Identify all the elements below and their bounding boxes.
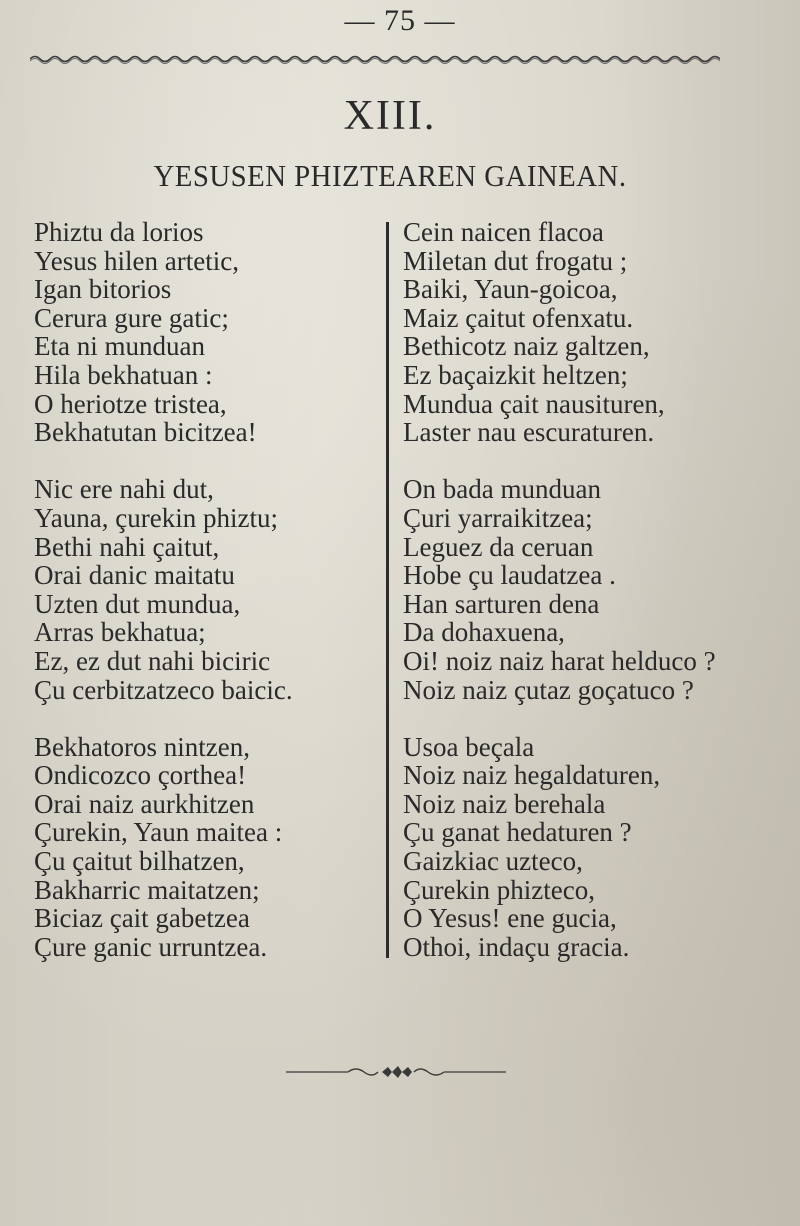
verse-line: O heriotze tristea, [34, 388, 227, 419]
verse-line: Bekhatutan bicitzea! [34, 417, 257, 448]
chapter-number: XIII. [343, 93, 437, 139]
verse-line: Bethi nahi çaitut, [34, 531, 220, 562]
verse-line: Orai naiz aurkhitzen [34, 788, 255, 819]
verse-line: Da dohaxuena, [403, 617, 565, 648]
verse-line: Bakharric maitatzen; [34, 874, 260, 905]
verse-line: O Yesus! ene gucia, [403, 903, 617, 934]
verse-line: Oi! noiz naiz harat helduco ? [403, 645, 716, 676]
verse-line: Çurekin phizteco, [403, 874, 595, 905]
fleuron-ornament-icon [286, 1062, 506, 1082]
verse-line: Leguez da ceruan [403, 531, 594, 562]
verse-line: Ondicozco çorthea! [34, 760, 247, 791]
verse-line: Eta ni munduan [34, 331, 205, 362]
verse-line: Han sarturen dena [403, 588, 600, 619]
verse-line: Çu ganat hedaturen ? [403, 817, 632, 848]
verse-line: Yesus hilen artetic, [34, 245, 239, 276]
verse-line: Mundua çait nausituren, [403, 388, 665, 419]
verse-line: Çu cerbitzatzeco baicic. [34, 674, 293, 705]
verse-line: Çurekin, Yaun maitea : [34, 817, 283, 848]
verse-line: Othoi, indaçu gracia. [403, 931, 630, 962]
verse-line: Çu çaitut bilhatzen, [34, 846, 245, 877]
verse-line: Gaizkiac uzteco, [403, 846, 583, 877]
verse-line: Bekhatoros nintzen, [34, 731, 250, 762]
stanza [403, 218, 716, 447]
verse-line: On bada munduan [403, 474, 601, 505]
verse-line: Laster nau escuraturen. [403, 417, 655, 448]
verse-line: Hobe çu laudatzea . [403, 560, 616, 591]
verse-line: Ez baçaizkit heltzen; [403, 359, 628, 390]
wavy-rule-icon [30, 52, 720, 66]
stanza [34, 218, 293, 447]
verse-line: Uzten dut mundua, [34, 588, 241, 619]
verse-line: Cein naicen flacoa [403, 217, 604, 247]
verse-line: Bethicotz naiz galtzen, [403, 331, 650, 362]
verse-line: Ez, ez dut nahi biciric [34, 645, 271, 676]
verse-line: Baiki, Yaun-goicoa, [403, 274, 618, 305]
verse-line: Igan bitorios [34, 274, 172, 305]
verse-line: Cerura gure gatic; [34, 302, 229, 333]
page-number: — 75 — [344, 4, 456, 37]
verse-line: Çuri yarraikitzea; [403, 502, 593, 533]
verse-line: Nic ere nahi dut, [34, 474, 214, 505]
poem-left-column [34, 218, 293, 990]
verse-line: Noiz naiz hegaldaturen, [403, 760, 661, 791]
verse-line: Phiztu da lorios [34, 217, 204, 247]
verse-line: Noiz naiz çutaz goçatuco ? [403, 674, 694, 705]
verse-line: Usoa beçala [403, 731, 535, 762]
stanza [34, 733, 293, 962]
verse-line: Orai danic maitatu [34, 560, 235, 591]
verse-line: Çure ganic urruntzea. [34, 931, 268, 962]
verse-line: Noiz naiz berehala [403, 788, 606, 819]
verse-line: Miletan dut frogatu ; [403, 245, 628, 276]
verse-line: Maiz çaitut ofenxatu. [403, 302, 634, 333]
chapter-title: YESUSEN PHIZTEAREN GAINEAN. [153, 158, 627, 193]
stanza [34, 475, 293, 704]
verse-line: Biciaz çait gabetzea [34, 903, 250, 934]
verse-line: Hila bekhatuan : [34, 359, 213, 390]
verse-line: Arras bekhatua; [34, 617, 206, 648]
verse-line: Yauna, çurekin phiztu; [34, 502, 278, 533]
stanza [403, 733, 716, 962]
stanza [403, 475, 716, 704]
poem-right-column [403, 218, 716, 990]
column-divider [386, 222, 389, 958]
